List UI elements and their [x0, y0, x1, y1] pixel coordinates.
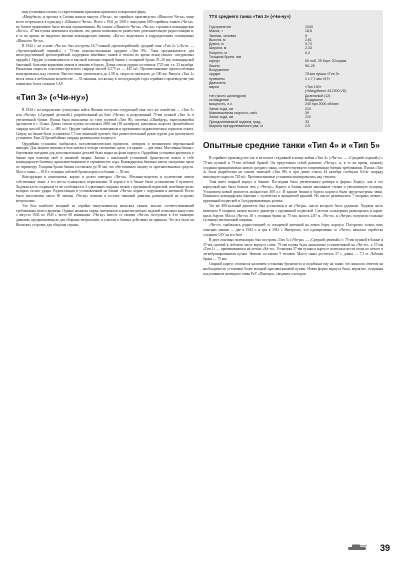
spec-value: Воздушное: [305, 98, 324, 103]
spec-label: Ширина, м: [209, 46, 227, 51]
spec-value: 33: [305, 119, 309, 124]
spec-label: Ширина преодолеваемого рва, м: [209, 123, 263, 128]
spec-value: 50 лоб, 25 борт, 20 корма: [305, 59, 347, 64]
spec-label: Двигатель: [209, 80, 226, 85]
tank-icon: [346, 543, 368, 552]
spec-label: охлаждение: [209, 98, 229, 103]
body-paragraph: В 1942 г. на основе «Чи-ха» был построен 16,7-тонный «артиллерийский» средний танк «Тип 2» («Хо-и» — «Артиллерийский первый») с 75-мм короткоствольным орудием «Тип 99». Танк предназначался для непосредственной артиллерийской поддержки линейных танков и пехоты во время атаки (аналог «штурмовых орудий»). Орудие устанавливалось в высокой клепано-сварной башне с толщиной брони 35–20 мм, командирской башенкой, большим кормовым люком и люками в бортах. Длина ствола орудия составляла 1725 мм, т.е. 23 калибра. Начальная скорость осколочно-фугасного снаряда массой 6,575 кг — 445 м/с. Противотанковые приспособления монтировались над стволом. Высота танка увеличилась до 2,58 м, скорость снизилась до 100 км. Выпуск «Тип 2» велся лишь в небольшом количестве — 33 машины, поскольку в последующую годы серийного производства уже появились более сильные САУ.: [16, 43, 194, 86]
spec-value: 2,61: [305, 37, 312, 42]
spec-value: 210: [305, 106, 311, 111]
body-paragraph: «Мицубиси» и арсенал в Сагами начали выпуск «Чи-ха», но серийное производство «Шинхото Чи-ха» чаще всего встречалось в один ряд с «Шинхото Чи-ха». Всего с 1941 до 1945 г. выпущено 600 серийных танков «Чи-ха», но боевое применение было весьма ограниченным. На основе «Шинхото Чи-ха» «Чи-ха» строились командирские «Ка-со»: 47-мм пушка заменялась муляжом, что давало возможность разместить дополнительную радиостанцию и, в то же время, не выделять внешне командирскую машину. «Ка-со» выделялась в подразделениях оснащенных «Шинхото Чи-ха».: [16, 15, 194, 43]
spec-value: 1943: [305, 25, 313, 29]
spec-label: Год принятия: [209, 25, 231, 29]
spec-label: Запас хода, км: [209, 115, 234, 120]
body-paragraph: Это был наиболее мощный из серийно выпускавшихся японских танков, вполне соответствовавший требованиям своего времени. Однако нехватка сырья, материалов и комплектующих изделий позволила выпустить с августа 1943 по 1945 г. всего 60 машинами. «Чи-ну» вместе со своими «Чи-ха» поступили в 4-ю танковую дивизию, предназначенную для обороны метрополии, и участия в боевых действиях не приняли. Это все было на Японских островах для обороны страны.: [16, 203, 194, 227]
spec-label: тип (число цилиндров): [209, 93, 246, 98]
left-column: [16, 10, 194, 228]
body-paragraph: Конструкция и компоновка: корпус в целом повторял «Чи-ха». Механик-водитель и пулеметчик имели собственные люки, а его места оснащались перископами. В корпусе и в башне были установлены 4 пулемета. Ходовая часть сохраняла те же особенности: 6 сдвоенных опорных катков с пружинной подвеской, колебание колес которых гасило удары. Радиостанция в установленной на башне «Чи-ха» корме с поручнями и антенной. Всего было изготовлено около 60 машин. «Чи-ну» воевали в составе танковой дивизии, размещенной на островах метрополии.: [16, 175, 194, 203]
body-paragraph: Тот же 400-сильный двигатель был установлен и на «Чи-ри», шасси которого было удлинено. Ходовая часть включала 8 опорных катков малого диаметра с пружинной подвеской. Система охлаждения размещалась в корме, вдоль бортов. Масса «Чи-то» 30 т, толщина брони до 75 мм, высота 2,87 м. «Чи-то» и «Чи-ри» получили стальные гусеницы увеличенной ширины.: [203, 204, 383, 223]
spec-value: 5: [305, 33, 307, 38]
spec-label: Масса, т: [209, 29, 223, 34]
spec-value: 50–25: [305, 63, 315, 68]
specs-table: [203, 10, 383, 132]
spec-label: Запас хода, км: [209, 106, 234, 111]
spec-value: 5,73: [305, 42, 312, 47]
body-paragraph: Орудийная установка снабжалась полуавтоматическим прицелом, затвором и механизмом вертикальной наводки. Для защиты экипажа в бою имелись четыре смотровых щели, а в крыше — два люка. Массивная башня с бортовыми гнездами для дополнительных деталей была видна на фоне корпуса. Орудийная установка крепилась к башне при помощи скоб и нишевой сварки. Башня с наклонной установкой бронелистов имела в себе командирскую башенку, крыльями-маячками и ограничитель хода. Командирская башенка имела смотровые щели по периметру. Толщина брони башни составляла до 50 мм, что обеспечивало защиту от противотанковых средств. Масса танка — 18,8 т, толщина лобовой брони корпуса и башни — 50 мм.: [16, 141, 194, 174]
spec-label: корпус: [209, 59, 220, 64]
spec-label: орудие: [209, 72, 221, 77]
spec-label: Вооружение: [209, 67, 230, 72]
spec-label: марка: [209, 85, 219, 90]
spec-value: 2,33: [305, 46, 312, 51]
spec-label: Максимальная скорость, км/ч: [209, 110, 258, 115]
body-paragraph: В двух опытных экземплярах был построен «Тип 5» («Чи-ри» — «Средний девятый») с 75-мм пушкой в башне и 37-мм пушкой в лобовом листе корпуса слева. 75-мм пушка была аналогична установленной на «Чи-то», а 37-мм «Тип 1» — применявшимся на легких «Ке-то». Установка 37-мм пушки в корпусе позволяла вести огонь по пехоте и легкобронированным целям. Экипаж составлял 5 человек. Масса танка достигала 37 т, длина — 7,3 м. Лобовая броня — 75 мм.: [203, 238, 383, 261]
spec-value: 18,8: [305, 29, 312, 34]
spec-label: Преодолеваемый подъем, град.: [209, 119, 262, 124]
spec-value: («Мицубиси» А12200 VD): [305, 89, 347, 94]
body-paragraph: надгусеничных полках со скругленными крыльями крепились поворотные фары.: [22, 10, 147, 14]
spec-value: 2,5: [305, 123, 310, 128]
spec-label: мощность, л.с.: [209, 102, 233, 107]
spec-label: пулеметы: [209, 76, 225, 81]
body-paragraph: В 1944 г. на вооружение сухопутных войск Японии поступил следующий танк того же семейства — «Тип 3» или «Чи-ну» («Средний десятый»), разработанный на базе «Чи-ха» и вооруженный 75-мм пушкой «Тип 3» в увеличенной башне. Пушка была выполнена по типу полевой «Тип 90» системы «Шнейдер», выпускавшейся арсеналом в г. Осака. Длина ствола пушки составляла 2850 мм (38 калибров), начальная скорость бронебойного снаряда массой 6,6 кг — 680 м/с. Орудие снабжалось накатником и пружинным гидравлическим тормозом отката. Сверху на башне была установлен 7,7-мм зенитный пулемет, был разместительный рукав турели для пулеметного установки. Еще 22 бронебойных снаряда размещались в корпусе.: [16, 108, 194, 141]
spec-row: [209, 124, 377, 128]
body-paragraph: «Чи-то» снабжалась радиостанцией со штыревой антенной на левом борту корпуса. Построено только пять опытных машин — две в 1942 г. и три в 1943 г. Интересно, что одновременно со «Чи-то» началась отработка создания САУ на его базе.: [203, 223, 383, 237]
spec-label: башни: [209, 63, 220, 68]
spec-value: 75-мм пушка «Тип 3»: [305, 72, 340, 77]
body-paragraph: В серийное производство так и не пошел созданный в конце войны «Тип 4» («Чи-то» — «Средний седьмой») с 75-мм пушкой и 75-мм лобовой броней. Он представлял собой развитие «Чи-ну», и, в то же время, попытку создания принципиально нового среднего танка, соответствующего современным боевым требованиям. Пушка «Тип 4» была разработана на основе зенитной «Тип 88» и при длине ствола 44 калибра сообщала 6,6-кг снаряду начальную скорость 720 м/с. Противотанковые установки монтировались над стволом.: [203, 156, 383, 179]
body-paragraph: Сварной корпус отличался наличием установки бронелиста и подобным ему на танке, что являлось ответом на необходимость установки более мощной противотанковой пушки. Новая форма корпуса была, вероятно, созданная под влиянием немецкого танка PzV «Пантера», сведения о котором: [203, 262, 383, 276]
spec-value: 39: [305, 110, 309, 115]
right-column: [203, 10, 383, 277]
spec-value: 1 х 7,7-мм «97»: [305, 76, 331, 81]
spec-label: Экипаж, человек: [209, 33, 237, 38]
specs-title: ТТХ среднего танка «Тип 3» («Чи-ну»): [209, 14, 291, 19]
spec-value: 210: [305, 115, 311, 120]
spec-label: Высота, м: [209, 37, 226, 42]
spec-value: 0,4: [305, 50, 310, 55]
section-heading-chinu: «Тип 3» («Чи-ну»): [16, 92, 89, 103]
spec-value: Дизельный (12): [305, 93, 331, 98]
spec-label: Клиренс, м: [209, 50, 227, 55]
spec-label: Толщина брони, мм: [209, 55, 242, 60]
spec-value: «Тип 100»: [305, 85, 322, 90]
body-paragraph: Танк имел сварной корпус и башню. Последняя была увеличенного размера и формы. Корпус, как и его корпусный низ была больше чем у «Чи-ну». Корпус и башня имели наклонные стенки и увеличенную толщину. Установлен новый двигатель мощностью 400 л.с. В крыше башни и бортах корпуса были предусмотрены люки. Появилась командирская башенка с пулеметом и вращаемой крышей. На шасси размещались 7 опорных катков с пружинной подвеской и 3 поддерживающих ролика.: [203, 180, 383, 203]
spec-label: Длина, м: [209, 42, 224, 47]
page-number: 39: [379, 543, 390, 553]
spec-value: 240 при 2000 об/мин: [305, 102, 339, 107]
section-heading-types: Опытные средние танки «Тип 4» и «Тип 5»: [203, 140, 380, 151]
specs-rows: [209, 25, 377, 128]
